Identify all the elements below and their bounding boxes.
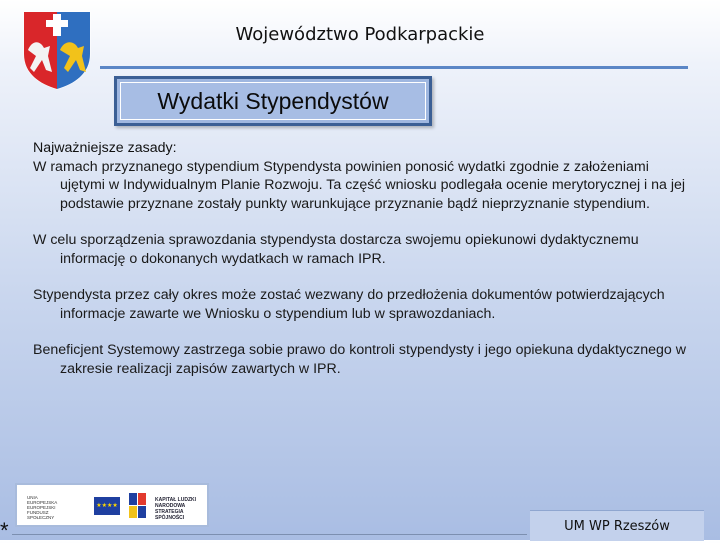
header-title: Województwo Podkarpackie	[235, 24, 485, 45]
footer-label: UM WP Rzeszów	[530, 510, 704, 541]
paragraph: W ramach przyznanego stypendium Stypendysta powinien ponosić wydatki zgodnie z założeniami ujętymi w Indywidualnym Planie Rozwoju. Ta część wniosku podlegała ocenie merytorycznej i na jej podstawie przyznane zostały punkty warunkujące przyznanie bądź nieprzyznanie stypendium.	[33, 158, 686, 212]
footer-marker: *	[0, 518, 9, 543]
paragraph: Beneficjent Systemowy zastrzega sobie prawo do kontroli stypendysty i jego opiekuna dydaktycznego w zakresie realizacji zapisów zawartych w IPR.	[33, 342, 686, 377]
kapital-ludzki-icon	[129, 493, 147, 519]
slide-title-box	[114, 76, 432, 126]
header-divider	[100, 66, 688, 69]
eu-funding-logos	[15, 483, 209, 527]
coat-of-arms-logo	[22, 10, 92, 90]
content-heading: Najważniejsze zasady:	[33, 140, 177, 156]
kapital-ludzki-text: KAPITAŁ LUDZKI NARODOWA STRATEGIA SPÓJNOŚCI	[155, 497, 197, 521]
content-body	[33, 139, 693, 378]
eu-flag-icon: ★★★★	[94, 497, 120, 515]
paragraph: Stypendysta przez cały okres może zostać wezwany do przedłożenia dokumentów potwierdzających informacje zawarte we Wniosku o stypendium lub w sprawozdaniach.	[33, 287, 665, 322]
eu-logo-text: UNIA EUROPEJSKA EUROPEJSKI FUNDUSZ SPOŁECZNY	[27, 495, 58, 520]
slide-title: Wydatki Stypendystów	[120, 82, 426, 120]
paragraph: W celu sporządzenia sprawozdania stypendysta dostarcza swojemu opiekunowi dydaktycznemu informację o dokonanych wydatkach w ramach IPR.	[33, 232, 639, 267]
footer-divider	[12, 534, 527, 535]
